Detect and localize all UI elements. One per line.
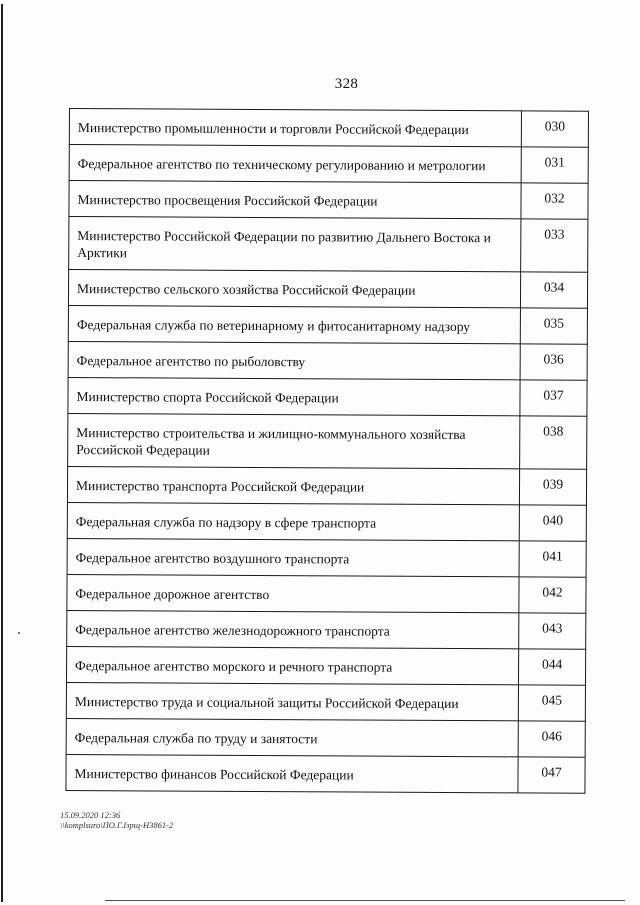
agency-code: 034 [520,272,587,308]
table-row [69,217,588,273]
table-row [67,466,586,505]
document-footer [60,810,173,830]
agency-code: 044 [518,649,585,685]
table-row [68,305,587,344]
agency-code: 035 [520,308,587,344]
agency-code: 040 [519,505,586,541]
table-row [69,181,588,220]
table-row [69,109,588,148]
agency-name: Министерство промышленности и торговли Российской Федерации [69,109,521,147]
footer-document-reference: \\komplsuro\ПО.Г.Ізрщ-Н3861-2 [60,820,174,830]
agency-code: 036 [520,344,587,380]
agency-name: Министерство сельского хозяйства Российской Федерации [68,270,520,308]
agency-code: 042 [519,577,586,613]
agency-code: 045 [518,685,585,721]
agency-code: 039 [519,469,586,505]
table-row [68,341,587,380]
agency-code: 031 [521,147,588,183]
agency-name: Министерство труда и социальной защиты Российской Федерации [66,682,518,720]
agency-code: 038 [520,416,587,469]
footer-timestamp: 15.09.2020 12:36 [60,810,121,820]
scan-bottom-edge [105,900,625,901]
agency-code: 033 [521,219,588,272]
table-row [68,377,587,416]
table-row [67,538,586,577]
table-row [66,718,585,757]
table-row [66,754,585,793]
page-number: 328 [334,76,359,92]
agency-name: Министерство просвещения Российской Федерации [69,181,521,219]
agency-name: Федеральное агентство воздушного транспорта [67,538,519,576]
scan-speck [18,632,20,634]
agency-name: Федеральная служба по надзору в сфере транспорта [67,502,519,540]
agency-name: Федеральная служба по труду и занятости [66,718,518,756]
agency-code-table [65,108,589,794]
table-row [67,502,586,541]
agency-name: Федеральное дорожное агентство [67,574,519,612]
table-row [68,270,587,309]
table-row [66,646,585,685]
agency-name: Министерство финансов Российской Федерации [66,754,518,792]
agency-name: Федеральное агентство по техническому регулированию и метрологии [69,145,521,183]
agency-code: 041 [519,541,586,577]
agency-name: Министерство строительства и жилищно-коммунального хозяйства Российской Федерации [68,413,520,468]
agency-code: 046 [518,721,585,757]
agency-name: Федеральное агентство по рыболовству [68,341,520,379]
agency-code: 032 [521,183,588,219]
scan-left-edge [1,4,3,902]
agency-name: Федеральное агентство морского и речного транспорта [66,646,518,684]
agency-name: Министерство транспорта Российской Федерации [67,466,519,504]
table-row [68,413,587,469]
table-row [67,610,586,649]
table-row [66,682,585,721]
table-row [67,574,586,613]
agency-code: 043 [519,613,586,649]
agency-name: Министерство спорта Российской Федерации [68,377,520,415]
agency-code: 047 [518,757,585,793]
agency-code: 030 [521,111,588,147]
agency-name: Министерство Российской Федерации по развитию Дальнего Востока и Арктики [69,217,521,272]
agency-code: 037 [520,380,587,416]
agency-name: Федеральная служба по ветеринарному и фитосанитарному надзору [68,305,520,343]
agency-name: Федеральное агентство железнодорожного транспорта [67,610,519,648]
table-row [69,145,588,184]
